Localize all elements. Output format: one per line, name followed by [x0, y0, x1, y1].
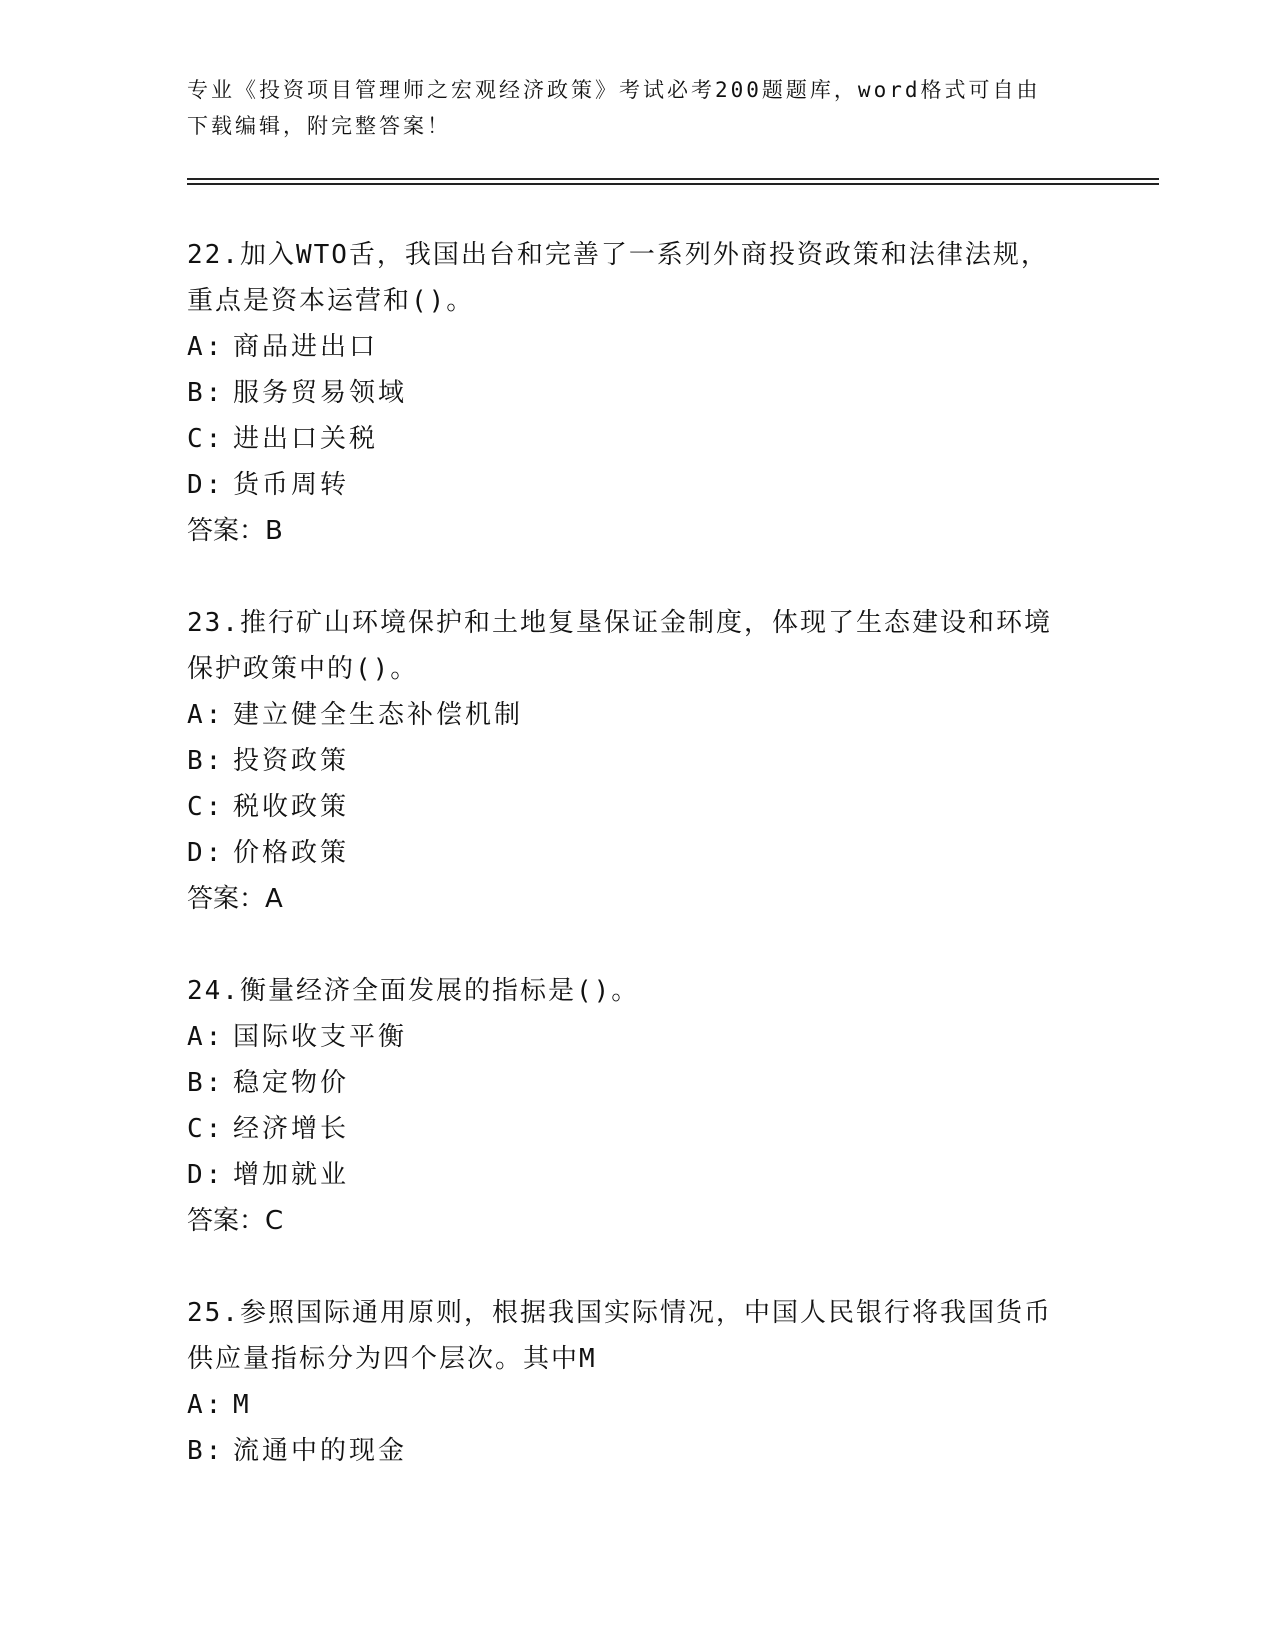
option-label: D:: [187, 1160, 225, 1190]
question-23: [187, 600, 1087, 922]
option-label: D:: [187, 838, 225, 868]
option-text: 稳定物价: [233, 1068, 350, 1098]
question-text: [187, 968, 1087, 1014]
option-label: C:: [187, 424, 225, 454]
header-line-2: 下载编辑，附完整答案！: [187, 114, 451, 138]
option-label: C:: [187, 1114, 225, 1144]
question-24: [187, 968, 1087, 1244]
option-text: M: [233, 1390, 252, 1420]
option-d: [187, 462, 1087, 508]
answer: 答案：A: [187, 884, 283, 914]
option-label: B:: [187, 746, 225, 776]
option-b: [187, 370, 1087, 416]
option-b: [187, 1060, 1087, 1106]
option-label: A:: [187, 700, 225, 730]
question-line: 24.衡量经济全面发展的指标是()。: [187, 976, 640, 1006]
option-text: 价格政策: [233, 838, 350, 868]
option-text: 税收政策: [233, 792, 350, 822]
header-line-1: 专业《投资项目管理师之宏观经济政策》考试必考200题题库，word格式可自由: [187, 78, 1041, 102]
option-text: 商品进出口: [233, 332, 379, 362]
option-d: [187, 830, 1087, 876]
option-c: [187, 416, 1087, 462]
header-divider-top: [187, 178, 1159, 180]
option-d: [187, 1152, 1087, 1198]
option-text: 国际收支平衡: [233, 1022, 408, 1052]
option-c: [187, 1106, 1087, 1152]
option-a: [187, 324, 1087, 370]
header-divider-bottom: [187, 183, 1159, 185]
question-line: 供应量指标分为四个层次。其中M: [187, 1344, 597, 1374]
option-text: 流通中的现金: [233, 1436, 408, 1466]
option-label: C:: [187, 792, 225, 822]
answer: 答案：C: [187, 1206, 284, 1236]
option-label: B:: [187, 1068, 225, 1098]
question-22: [187, 232, 1087, 554]
option-label: D:: [187, 470, 225, 500]
question-line: 重点是资本运营和()。: [187, 286, 475, 316]
option-a: [187, 1014, 1087, 1060]
question-text: [187, 232, 1087, 324]
option-text: 服务贸易领域: [233, 378, 408, 408]
question-text: [187, 600, 1087, 692]
option-label: B:: [187, 1436, 225, 1466]
option-b: [187, 1428, 1087, 1474]
option-text: 货币周转: [233, 470, 350, 500]
document-header: [187, 72, 1067, 144]
option-text: 增加就业: [233, 1160, 350, 1190]
option-text: 经济增长: [233, 1114, 350, 1144]
option-a: [187, 1382, 1087, 1428]
option-text: 投资政策: [233, 746, 350, 776]
question-line: 22.加入WTO舌，我国出台和完善了一系列外商投资政策和法律法规，: [187, 240, 1049, 270]
option-label: A:: [187, 332, 225, 362]
option-b: [187, 738, 1087, 784]
option-label: B:: [187, 378, 225, 408]
option-label: A:: [187, 1390, 225, 1420]
option-text: 进出口关税: [233, 424, 379, 454]
question-text: [187, 1290, 1087, 1382]
option-label: A:: [187, 1022, 225, 1052]
option-c: [187, 784, 1087, 830]
question-line: 23.推行矿山环境保护和土地复垦保证金制度，体现了生态建设和环境: [187, 608, 1052, 638]
question-25: [187, 1290, 1087, 1474]
question-line: 25.参照国际通用原则，根据我国实际情况，中国人民银行将我国货币: [187, 1298, 1052, 1328]
option-a: [187, 692, 1087, 738]
option-text: 建立健全生态补偿机制: [233, 700, 524, 730]
question-line: 保护政策中的()。: [187, 654, 419, 684]
answer: 答案：B: [187, 516, 283, 546]
question-list: [187, 232, 1087, 1520]
